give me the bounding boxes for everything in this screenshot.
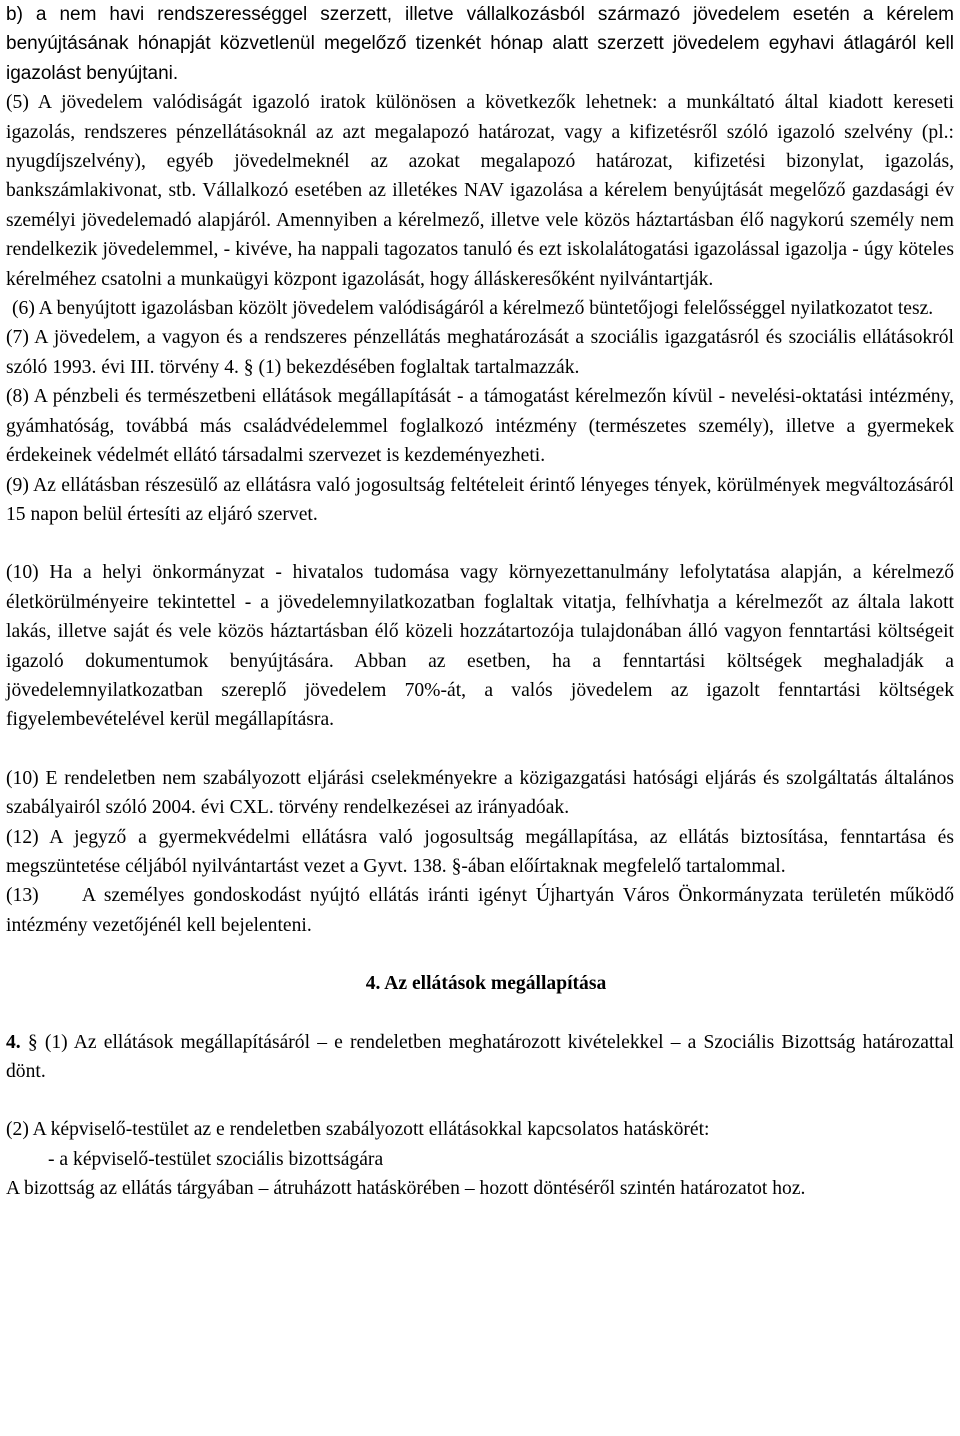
section-heading: 4. Az ellátások megállapítása xyxy=(365,973,607,995)
paragraph-b: b) a nem havi rendszerességgel szerzett, illetve vállalkozásból származó jövedelem esetén a kérelem benyújtásának hónapját közvetlenül megelőző tizenkét hónap alatt szerzett jövedelem egyhavi átlagáról kell igazolást benyújtani. xyxy=(6,4,954,84)
paragraph-7: (7) A jövedelem, a vagyon és a rendszeres pénzellátás meghatározását a szociális igazgatásról és szociális ellátásokról szóló 1993. évi III. törvény 4. § (1) bekezdésében foglaltak tartalmazzák. xyxy=(6,327,954,378)
section-4-closing: A bizottság az ellátás tárgyában – átruházott hatáskörében – hozott döntéséről szintén határozatot hoz. xyxy=(6,1178,806,1200)
paragraph-13: (13) A személyes gondoskodást nyújtó ellátás iránti igényt Újhartyán Város Önkormányzata területén működő intézmény vezetőjénél kell bejelenteni. xyxy=(6,885,954,936)
spacer xyxy=(6,1086,954,1115)
spacer xyxy=(6,529,954,558)
paragraph-10b: (10) E rendeletben nem szabályozott eljárási cselekményekre a közigazgatási hatósági eljárás és szolgáltatás általános szabályairól szóló 2004. évi CXL. törvény rendelkezései az irányadóak. xyxy=(6,767,954,819)
paragraph-12: (12) A jegyző a gyermekvédelmi ellátásra való jogosultság megállapítása, az ellátás biztosítása, fenntartása és megszüntetése céljából nyilvántartást vezet a Gyvt. 138. §-ában előírtaknak megfelelő tartalommal. xyxy=(6,826,954,877)
spacer xyxy=(6,999,954,1028)
section-4-list-item: - a képviselő-testület szociális bizottságára xyxy=(48,1148,384,1170)
section-4-paragraph-1 xyxy=(6,1028,954,1087)
spacer xyxy=(6,940,954,969)
document-page xyxy=(6,0,954,1204)
paragraph-6: (6) A benyújtott igazolásban közölt jövedelem valódiságáról a kérelmező büntetőjogi felelősséggel nyilatkozatot tesz. xyxy=(12,298,934,320)
paragraph-10a: (10) Ha a helyi önkormányzat - hivatalos tudomása vagy környezettanulmány lefolytatása alapján, a kérelmező életkörülményeire tekintettel - a jövedelemnyilatkozatban foglaltak vitatja, felhívhatja a kérelmezőt az általa lakott lakás, illetve saját és vele közös háztartásban élő közeli hozzátartozója tulajdonában álló vagyon fenntartási költségeit igazoló dokumentumok benyújtására. Abban az esetben, ha a fenntartási költségek meghaladják a jövedelemnyilatkozatban szereplő jövedelem 70%-át, a valós jövedelem az igazolt fenntartási költségek figyelembevételével kerül megállapításra. xyxy=(6,562,954,731)
section-4-paragraph-2: (2) A képviselő-testület az e rendeletben szabályozott ellátásokkal kapcsolatos hatáskörét: xyxy=(6,1119,710,1141)
section-number: 4. xyxy=(6,1031,21,1053)
paragraph-9: (9) Az ellátásban részesülő az ellátásra való jogosultság feltételeit érintő lényeges tények, körülmények megváltozásáról 15 napon belül értesíti az eljáró szervet. xyxy=(6,474,954,525)
spacer xyxy=(6,735,954,764)
paragraph-8: (8) A pénzbeli és természetbeni ellátások megállapítását - a támogatást kérelmezőn kívül - nevelési-oktatási intézmény, gyámhatóság, továbbá más családvédelemmel foglalkozó intézmény (természetes személy), illetve a gyermekek érdekeinek védelmét ellátó társadalmi szervezet is kezdeményezheti. xyxy=(6,386,954,467)
section-4-text: § (1) Az ellátások megállapításáról – e rendeletben meghatározott kivételekkel – a Szociális Bizottság határozattal dönt. xyxy=(6,1031,954,1082)
paragraph-5: (5) A jövedelem valódiságát igazoló iratok különösen a következők lehetnek: a munkáltató által kiadott kereseti igazolás, rendszeres pénzellátásoknál az azt megalapozó határozat, vagy a kifizetésről szóló igazoló szelvény (pl.: nyugdíjszelvény), egyéb jövedelmeknél az azokat megalapozó határozat, kifizetési bizonylat, igazolás, bankszámlakivonat, stb. Vállalkozó esetében az illetékes NAV igazolása a kérelem benyújtását megelőző gazdasági év személyi jövedelemadó alapjáról. Amennyiben a kérelmező, illetve vele közös háztartásban élő nagykorú személy nem rendelkezik jövedelemmel, - kivéve, ha nappali tagozatos tanuló és ezt iskolalátogatási igazolással igazolja - úgy köteles kérelméhez csatolni a munkaügyi központ igazolását, hogy álláskeresőként nyilvántartják. xyxy=(6,92,954,290)
